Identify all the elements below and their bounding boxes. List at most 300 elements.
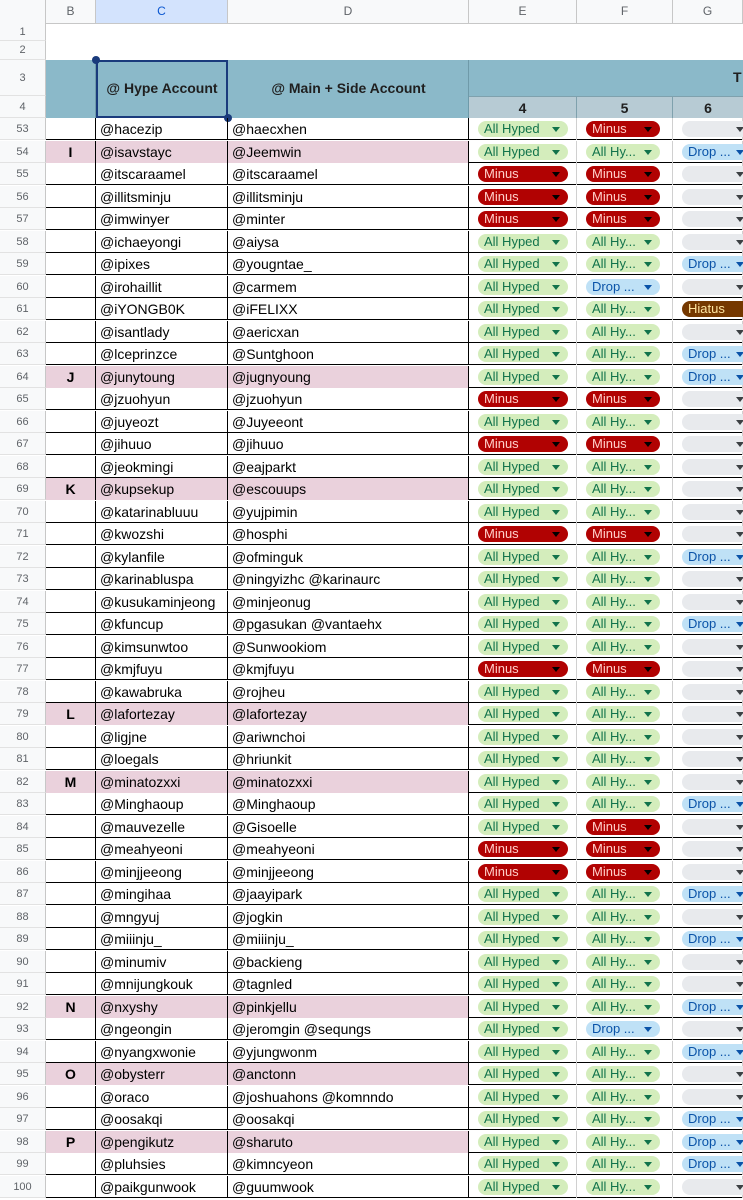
status-cell-f[interactable]	[577, 771, 673, 793]
row-number[interactable]: 54	[0, 141, 46, 163]
status-chip[interactable]	[682, 931, 743, 947]
letter-cell[interactable]	[46, 208, 96, 230]
status-chip[interactable]	[478, 616, 568, 632]
letter-cell[interactable]: I	[46, 141, 96, 163]
row-number[interactable]: 74	[0, 591, 46, 613]
status-chip[interactable]	[682, 234, 743, 250]
status-cell-f[interactable]	[577, 568, 673, 590]
status-cell-e[interactable]	[469, 816, 577, 838]
letter-cell[interactable]	[46, 523, 96, 545]
status-cell-f[interactable]	[577, 1108, 673, 1130]
status-cell-f[interactable]	[577, 613, 673, 635]
letter-cell[interactable]	[46, 388, 96, 410]
letter-cell[interactable]	[46, 276, 96, 298]
status-cell-g[interactable]	[673, 231, 743, 253]
status-chip[interactable]	[478, 954, 568, 970]
hype-account-cell[interactable]: @juyeozt	[96, 411, 228, 433]
status-chip[interactable]	[586, 1089, 660, 1105]
status-chip[interactable]	[682, 481, 743, 497]
letter-cell[interactable]	[46, 1018, 96, 1040]
row-number[interactable]: 57	[0, 208, 46, 230]
main-account-cell[interactable]: @aericxan	[228, 321, 469, 343]
status-chip[interactable]	[682, 639, 743, 655]
hype-account-cell[interactable]: @nyangxwonie	[96, 1041, 228, 1063]
status-chip[interactable]	[682, 841, 743, 857]
letter-cell[interactable]: P	[46, 1131, 96, 1153]
row-number[interactable]: 85	[0, 838, 46, 860]
hype-account-cell[interactable]: @kupsekup	[96, 478, 228, 500]
status-chip[interactable]	[586, 234, 660, 250]
status-chip[interactable]	[478, 931, 568, 947]
hype-account-cell[interactable]: @junytoung	[96, 366, 228, 388]
hype-account-cell[interactable]: @imwinyer	[96, 208, 228, 230]
hype-account-cell[interactable]: @paikgunwook	[96, 1176, 228, 1198]
letter-cell[interactable]	[46, 1153, 96, 1175]
status-cell-g[interactable]	[673, 703, 743, 725]
status-chip[interactable]	[586, 459, 660, 475]
row-number[interactable]: 60	[0, 276, 46, 298]
hype-account-cell[interactable]: @kfuncup	[96, 613, 228, 635]
status-cell-e[interactable]	[469, 636, 577, 658]
row-number[interactable]: 68	[0, 456, 46, 478]
status-cell-f[interactable]	[577, 456, 673, 478]
status-cell-e[interactable]	[469, 231, 577, 253]
letter-cell[interactable]	[46, 186, 96, 208]
status-cell-g[interactable]	[673, 388, 743, 410]
letter-cell[interactable]	[46, 973, 96, 995]
selection-range[interactable]	[96, 60, 228, 118]
letter-cell[interactable]	[46, 681, 96, 703]
status-chip[interactable]	[586, 594, 660, 610]
status-chip[interactable]	[478, 976, 568, 992]
main-account-cell[interactable]: @minter	[228, 208, 469, 230]
status-chip[interactable]	[478, 324, 568, 340]
status-cell-e[interactable]	[469, 973, 577, 995]
status-cell-e[interactable]	[469, 883, 577, 905]
hype-account-cell[interactable]: @ligjne	[96, 726, 228, 748]
main-account-cell[interactable]: @joshuahons @komnndo	[228, 1086, 469, 1108]
status-chip[interactable]	[682, 1156, 743, 1172]
status-chip[interactable]	[478, 1179, 568, 1195]
letter-cell[interactable]	[46, 613, 96, 635]
row-number[interactable]: 98	[0, 1131, 46, 1153]
hype-account-cell[interactable]: @itscaraamel	[96, 163, 228, 185]
status-chip[interactable]	[586, 931, 660, 947]
row-number[interactable]: 55	[0, 163, 46, 185]
main-account-cell[interactable]: @haecxhen	[228, 118, 469, 140]
status-cell-g[interactable]	[673, 748, 743, 770]
status-cell-e[interactable]	[469, 1131, 577, 1153]
letter-cell[interactable]	[46, 793, 96, 815]
status-chip[interactable]	[586, 504, 660, 520]
status-cell-f[interactable]	[577, 726, 673, 748]
row-number[interactable]: 72	[0, 546, 46, 568]
status-cell-f[interactable]	[577, 411, 673, 433]
letter-cell[interactable]	[46, 411, 96, 433]
status-chip[interactable]	[682, 976, 743, 992]
status-chip[interactable]	[478, 256, 568, 272]
status-cell-g[interactable]	[673, 996, 743, 1018]
status-cell-f[interactable]	[577, 928, 673, 950]
status-cell-f[interactable]	[577, 208, 673, 230]
status-cell-e[interactable]	[469, 1176, 577, 1198]
letter-cell[interactable]	[46, 591, 96, 613]
status-cell-g[interactable]	[673, 298, 743, 320]
row-number[interactable]: 79	[0, 703, 46, 725]
row-number[interactable]: 84	[0, 816, 46, 838]
status-chip[interactable]	[682, 189, 743, 205]
status-cell-f[interactable]	[577, 253, 673, 275]
status-cell-g[interactable]	[673, 456, 743, 478]
status-chip[interactable]	[478, 1044, 568, 1060]
row-number[interactable]: 96	[0, 1086, 46, 1108]
status-cell-e[interactable]	[469, 1041, 577, 1063]
status-cell-f[interactable]	[577, 861, 673, 883]
main-account-cell[interactable]: @ariwnchoi	[228, 726, 469, 748]
status-cell-g[interactable]	[673, 546, 743, 568]
status-chip[interactable]	[586, 639, 660, 655]
status-chip[interactable]	[682, 211, 743, 227]
main-account-cell[interactable]: @miiinju_	[228, 928, 469, 950]
row-number[interactable]: 59	[0, 253, 46, 275]
row-number[interactable]: 78	[0, 681, 46, 703]
status-cell-g[interactable]	[673, 1131, 743, 1153]
status-chip[interactable]	[586, 909, 660, 925]
status-cell-e[interactable]	[469, 1063, 577, 1085]
row-number[interactable]: 66	[0, 411, 46, 433]
hype-account-cell[interactable]: @isavstayc	[96, 141, 228, 163]
status-chip[interactable]	[478, 211, 568, 227]
row-number[interactable]: 99	[0, 1153, 46, 1175]
status-chip[interactable]	[586, 144, 660, 160]
status-cell-e[interactable]	[469, 366, 577, 388]
status-chip[interactable]	[586, 211, 660, 227]
status-cell-g[interactable]	[673, 973, 743, 995]
status-chip[interactable]	[682, 391, 743, 407]
status-cell-f[interactable]	[577, 681, 673, 703]
row-number[interactable]: 62	[0, 321, 46, 343]
hype-account-cell[interactable]: @kwozshi	[96, 523, 228, 545]
status-cell-g[interactable]	[673, 793, 743, 815]
status-chip[interactable]	[682, 166, 743, 182]
row-number[interactable]: 67	[0, 433, 46, 455]
status-chip[interactable]	[682, 301, 743, 317]
row-number[interactable]: 95	[0, 1063, 46, 1085]
main-account-cell[interactable]: @hriunkit	[228, 748, 469, 770]
main-account-cell[interactable]: @jogkin	[228, 906, 469, 928]
row-number[interactable]: 70	[0, 501, 46, 523]
row-number[interactable]: 3	[0, 60, 46, 96]
status-cell-f[interactable]	[577, 951, 673, 973]
status-chip[interactable]	[478, 1111, 568, 1127]
status-cell-f[interactable]	[577, 276, 673, 298]
status-chip[interactable]	[478, 1134, 568, 1150]
status-cell-g[interactable]	[673, 343, 743, 365]
hype-account-cell[interactable]: @katarinabluuu	[96, 501, 228, 523]
status-cell-g[interactable]	[673, 186, 743, 208]
status-chip[interactable]	[586, 1021, 660, 1037]
hype-account-cell[interactable]: @oosakqi	[96, 1108, 228, 1130]
status-chip[interactable]	[682, 1089, 743, 1105]
letter-cell[interactable]	[46, 343, 96, 365]
main-account-cell[interactable]: @yujpimin	[228, 501, 469, 523]
hype-account-cell[interactable]: @kimsunwtoo	[96, 636, 228, 658]
row-number[interactable]: 93	[0, 1018, 46, 1040]
hype-account-cell[interactable]: @isantlady	[96, 321, 228, 343]
status-cell-e[interactable]	[469, 771, 577, 793]
status-cell-f[interactable]	[577, 658, 673, 680]
status-chip[interactable]	[586, 1044, 660, 1060]
status-chip[interactable]	[682, 549, 743, 565]
status-chip[interactable]	[586, 616, 660, 632]
row-number[interactable]: 76	[0, 636, 46, 658]
row-number[interactable]: 88	[0, 906, 46, 928]
status-cell-e[interactable]	[469, 388, 577, 410]
main-account-cell[interactable]: @pgasukan @vantaehx	[228, 613, 469, 635]
hype-account-cell[interactable]: @mngyuj	[96, 906, 228, 928]
status-chip[interactable]	[586, 841, 660, 857]
row-number[interactable]: 97	[0, 1108, 46, 1130]
letter-cell[interactable]: N	[46, 996, 96, 1018]
status-chip[interactable]	[478, 706, 568, 722]
status-cell-g[interactable]	[673, 321, 743, 343]
hype-account-cell[interactable]: @nxyshy	[96, 996, 228, 1018]
header-cell-main[interactable]	[228, 60, 469, 118]
status-chip[interactable]	[682, 774, 743, 790]
hype-account-cell[interactable]: @ichaeyongi	[96, 231, 228, 253]
status-chip[interactable]	[682, 616, 743, 632]
status-chip[interactable]	[682, 954, 743, 970]
letter-cell[interactable]	[46, 501, 96, 523]
status-cell-g[interactable]	[673, 771, 743, 793]
status-cell-f[interactable]	[577, 321, 673, 343]
status-chip[interactable]	[586, 571, 660, 587]
main-account-cell[interactable]: @tagnled	[228, 973, 469, 995]
column-header-b[interactable]: B	[46, 0, 96, 23]
status-cell-f[interactable]	[577, 388, 673, 410]
status-cell-e[interactable]	[469, 591, 577, 613]
status-cell-e[interactable]	[469, 523, 577, 545]
status-chip[interactable]	[682, 864, 743, 880]
status-cell-g[interactable]	[673, 928, 743, 950]
hype-account-cell[interactable]: @hacezip	[96, 118, 228, 140]
main-account-cell[interactable]: @rojheu	[228, 681, 469, 703]
letter-cell[interactable]	[46, 433, 96, 455]
row-number[interactable]: 63	[0, 343, 46, 365]
letter-cell[interactable]	[46, 546, 96, 568]
status-cell-f[interactable]	[577, 433, 673, 455]
status-chip[interactable]	[586, 1066, 660, 1082]
status-chip[interactable]	[682, 1179, 743, 1195]
status-cell-g[interactable]	[673, 1153, 743, 1175]
status-chip[interactable]	[586, 279, 660, 295]
letter-cell[interactable]: L	[46, 703, 96, 725]
status-cell-g[interactable]	[673, 883, 743, 905]
letter-cell[interactable]	[46, 231, 96, 253]
main-account-cell[interactable]: @Jeemwin	[228, 141, 469, 163]
status-cell-g[interactable]	[673, 726, 743, 748]
status-chip[interactable]	[586, 1134, 660, 1150]
main-account-cell[interactable]: @jeromgin @sequngs	[228, 1018, 469, 1040]
status-chip[interactable]	[478, 886, 568, 902]
status-cell-e[interactable]	[469, 681, 577, 703]
row-number[interactable]: 58	[0, 231, 46, 253]
status-chip[interactable]	[682, 1044, 743, 1060]
row-number[interactable]: 90	[0, 951, 46, 973]
status-chip[interactable]	[478, 661, 568, 677]
status-chip[interactable]	[682, 256, 743, 272]
status-chip[interactable]	[682, 504, 743, 520]
hype-account-cell[interactable]: @lceprinzce	[96, 343, 228, 365]
hype-account-cell[interactable]: @meahyeoni	[96, 838, 228, 860]
status-chip[interactable]	[586, 886, 660, 902]
status-cell-f[interactable]	[577, 1086, 673, 1108]
status-cell-e[interactable]	[469, 951, 577, 973]
status-cell-f[interactable]	[577, 1176, 673, 1198]
status-chip[interactable]	[586, 391, 660, 407]
status-cell-e[interactable]	[469, 861, 577, 883]
status-cell-g[interactable]	[673, 951, 743, 973]
status-chip[interactable]	[682, 459, 743, 475]
hype-account-cell[interactable]: @kmjfuyu	[96, 658, 228, 680]
status-cell-g[interactable]	[673, 141, 743, 163]
hype-account-cell[interactable]: @mingihaa	[96, 883, 228, 905]
status-cell-e[interactable]	[469, 1018, 577, 1040]
status-cell-g[interactable]	[673, 838, 743, 860]
main-account-cell[interactable]: @kimncyeon	[228, 1153, 469, 1175]
status-chip[interactable]	[478, 504, 568, 520]
row-number[interactable]: 2	[0, 41, 46, 60]
main-account-cell[interactable]: @oosakqi	[228, 1108, 469, 1130]
status-cell-f[interactable]	[577, 501, 673, 523]
status-cell-e[interactable]	[469, 658, 577, 680]
status-cell-g[interactable]	[673, 501, 743, 523]
status-cell-e[interactable]	[469, 478, 577, 500]
hype-account-cell[interactable]: @loegals	[96, 748, 228, 770]
letter-cell[interactable]: J	[46, 366, 96, 388]
status-chip[interactable]	[586, 999, 660, 1015]
status-chip[interactable]	[478, 459, 568, 475]
status-cell-e[interactable]	[469, 996, 577, 1018]
status-chip[interactable]	[682, 886, 743, 902]
status-chip[interactable]	[478, 526, 568, 542]
status-cell-g[interactable]	[673, 681, 743, 703]
status-cell-g[interactable]	[673, 861, 743, 883]
row-number[interactable]: 4	[0, 96, 46, 118]
status-chip[interactable]	[586, 121, 660, 137]
status-cell-f[interactable]	[577, 703, 673, 725]
status-chip[interactable]	[478, 864, 568, 880]
status-cell-e[interactable]	[469, 703, 577, 725]
main-account-cell[interactable]: @Gisoelle	[228, 816, 469, 838]
status-chip[interactable]	[682, 369, 743, 385]
hype-account-cell[interactable]: @minumiv	[96, 951, 228, 973]
status-cell-f[interactable]	[577, 591, 673, 613]
letter-cell[interactable]	[46, 118, 96, 140]
status-cell-e[interactable]	[469, 501, 577, 523]
row-number[interactable]: 80	[0, 726, 46, 748]
status-cell-g[interactable]	[673, 1018, 743, 1040]
status-chip[interactable]	[586, 954, 660, 970]
status-chip[interactable]	[586, 706, 660, 722]
status-cell-f[interactable]	[577, 478, 673, 500]
status-cell-e[interactable]	[469, 163, 577, 185]
letter-cell[interactable]	[46, 906, 96, 928]
status-chip[interactable]	[478, 684, 568, 700]
letter-cell[interactable]	[46, 883, 96, 905]
status-cell-g[interactable]	[673, 816, 743, 838]
hype-account-cell[interactable]: @irohaillit	[96, 276, 228, 298]
main-account-cell[interactable]: @iFELIXX	[228, 298, 469, 320]
letter-cell[interactable]	[46, 861, 96, 883]
main-account-cell[interactable]: @sharuto	[228, 1131, 469, 1153]
status-chip[interactable]	[478, 909, 568, 925]
hype-account-cell[interactable]: @miiinju_	[96, 928, 228, 950]
status-cell-f[interactable]	[577, 118, 673, 140]
status-chip[interactable]	[682, 594, 743, 610]
status-chip[interactable]	[586, 436, 660, 452]
status-chip[interactable]	[682, 999, 743, 1015]
status-chip[interactable]	[586, 189, 660, 205]
letter-cell[interactable]: K	[46, 478, 96, 500]
letter-cell[interactable]	[46, 748, 96, 770]
status-cell-g[interactable]	[673, 276, 743, 298]
status-chip[interactable]	[682, 414, 743, 430]
status-cell-f[interactable]	[577, 343, 673, 365]
status-cell-g[interactable]	[673, 433, 743, 455]
row-number[interactable]: 71	[0, 523, 46, 545]
status-chip[interactable]	[682, 436, 743, 452]
main-account-cell[interactable]: @eajparkt	[228, 456, 469, 478]
status-cell-e[interactable]	[469, 343, 577, 365]
status-cell-e[interactable]	[469, 411, 577, 433]
status-cell-e[interactable]	[469, 118, 577, 140]
main-account-cell[interactable]: @ofminguk	[228, 546, 469, 568]
status-chip[interactable]	[586, 549, 660, 565]
row-number[interactable]: 73	[0, 568, 46, 590]
status-cell-e[interactable]	[469, 321, 577, 343]
status-chip[interactable]	[586, 414, 660, 430]
hype-account-cell[interactable]: @oraco	[96, 1086, 228, 1108]
status-chip[interactable]	[586, 256, 660, 272]
status-cell-f[interactable]	[577, 163, 673, 185]
row-number[interactable]: 75	[0, 613, 46, 635]
status-chip[interactable]	[586, 819, 660, 835]
status-cell-g[interactable]	[673, 118, 743, 140]
letter-cell[interactable]	[46, 636, 96, 658]
status-chip[interactable]	[682, 909, 743, 925]
status-chip[interactable]	[478, 436, 568, 452]
letter-cell[interactable]	[46, 816, 96, 838]
status-cell-f[interactable]	[577, 141, 673, 163]
hype-account-cell[interactable]: @pengikutz	[96, 1131, 228, 1153]
status-chip[interactable]	[586, 796, 660, 812]
letter-cell[interactable]	[46, 1086, 96, 1108]
hype-account-cell[interactable]: @mnijungkouk	[96, 973, 228, 995]
letter-cell[interactable]	[46, 951, 96, 973]
status-cell-g[interactable]	[673, 613, 743, 635]
status-cell-e[interactable]	[469, 1108, 577, 1130]
status-chip[interactable]	[586, 729, 660, 745]
status-cell-e[interactable]	[469, 253, 577, 275]
status-chip[interactable]	[586, 346, 660, 362]
hype-account-cell[interactable]: @kusukaminjeong	[96, 591, 228, 613]
status-chip[interactable]	[586, 1156, 660, 1172]
row-number[interactable]: 69	[0, 478, 46, 500]
status-chip[interactable]	[478, 144, 568, 160]
status-cell-f[interactable]	[577, 793, 673, 815]
status-cell-g[interactable]	[673, 1108, 743, 1130]
